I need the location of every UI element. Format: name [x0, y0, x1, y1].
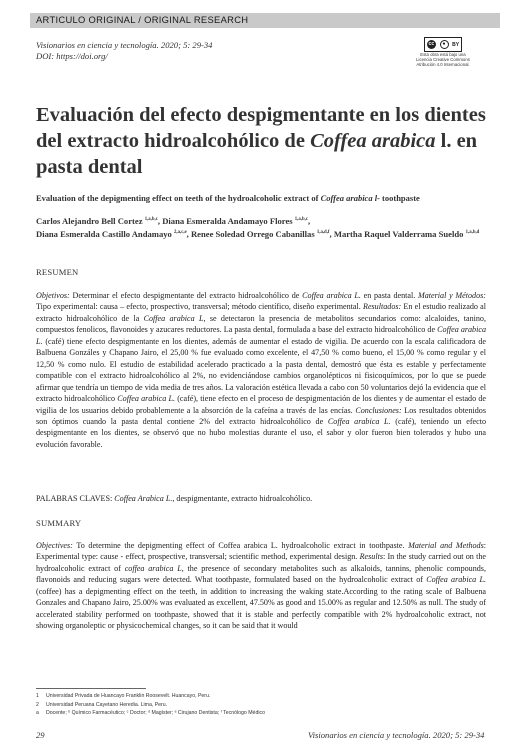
page-number: 29	[36, 730, 45, 740]
attribution-icon: ●	[440, 40, 449, 49]
author: Diana Esmeralda Castillo Andamayo $^{2,a,c,e}$,	[36, 229, 191, 240]
keywords: PALABRAS CLAVES: Coffea Arabica L., despigmentante, extracto hidroalcohólico.	[36, 494, 313, 503]
footnote: 1 Universidad Privada de Huancayo Franklin Roosevelt. Huancayo, Peru.	[36, 693, 211, 699]
author: Carlos Alejandro Bell Cortez $^{1,a,b,c}$,	[36, 215, 163, 226]
summary-heading: SUMMARY	[36, 518, 82, 528]
footnote: a Docente; ᵇ Químico Farmacéutico; ᶜ Doctor; ᵈ Magíster; ᵉ Cirujano Dentista; ᶠ Tecnólogo Médico	[36, 710, 265, 717]
doi-link[interactable]: DOI: https://doi.org/	[36, 51, 108, 61]
resumen-heading: RESUMEN	[36, 267, 79, 277]
author-list	[36, 214, 486, 241]
by-label: BY	[452, 41, 460, 48]
footnotes	[36, 692, 456, 718]
author: Diana Esmeralda Andamayo Flores $^{1,a,b,c}$,	[162, 215, 311, 226]
license-text: Esta obra está bajo una Licencia Creative Commons Atribución 4.0 Internacional.	[416, 52, 470, 68]
footnote-divider	[36, 688, 146, 689]
cc-icon: cc	[428, 41, 435, 47]
resumen-body: Objetivos: Determinar el efecto despigmentante del extracto hidroalcohólico de Coffea arabica L. en pasta dental. Material y Métodos: Tipo experimental: causa – efecto, prospectivo, transversal; método científico, diseño experimental. Resultados: En el estudio realizado al extracto hidroalcohólico de la Coffea arabica L, se detectaron la presencia de metabolitos secundarios como: alcaloides, tanino, compuestos fenolicos, flavonoides y azucares reductores. La pasta dental, formulada a base del extracto hidroalcohólico de Coffea arabica L. (café) tiene efecto despigmentante en los dientes, además de aumentar el estado de vigilia. De acuerdo con la escala calificadora de Balbuena Gonzáles y Chapano Jairo, el 25,00 % fue evaluado como excelente, el 47,50 % como bueno, el 15,00 % como regular y el 12,50 % como nulo. El estudio de estabilidad acelerado practicado a la pasta dental, demostró que ésta es estable y perfectamente compatible con el extracto hidroalcohólico al 2%, no evidenciándose cambios organolépticos ni fisicoquímicos, por lo que se puede afirmar que tendría un tiempo de vida media de tres años. La valoración estética llevada a cabo con 50 voluntarios dejó la evidencia que el extracto hidroalcohólico Coffea arabica L. (café), tiene efecto en el proceso de despigmentación de los dientes y de aumentar el estado de vigilia de los usuarios debido probablemente a la absorción de la cafeína a través de las encías. Conclusiones: Los resultados obtenidos son óptimos cuando la pasta dental contiene 2% del extracto hidroalcohólico de Coffea arabica L. (café), teniendo un efecto despigmentante en los dientes, se observó que no hubo molestias durante el uso, el sabor y olor fueron bien tolerados y hubo una evolución favorable.	[36, 291, 487, 449]
creative-commons-badge[interactable]	[424, 37, 462, 52]
footer-journal: Visionarios en ciencia y tecnología. 2020; 5: 29-34	[308, 730, 485, 740]
journal-citation: Visionarios en ciencia y tecnología. 2020; 5: 29-34	[36, 40, 213, 50]
author: Martha Raquel Valderrama Sueldo $^{1,a,b,d}$	[333, 229, 480, 240]
footnote: 2 Universidad Peruana Cayetano Heredia. Lima, Peru.	[36, 701, 168, 708]
article-type-label: ARTICULO ORIGINAL / ORIGINAL RESEARCH	[36, 14, 249, 25]
article-type-banner	[30, 13, 500, 28]
english-title: Evaluation of the depigmenting effect on teeth of the hydroalcoholic extract of Coffea arabica l- toothpaste	[36, 193, 420, 203]
summary-body: Objectives: To determine the depigmenting effect of Coffea arabica L. hydroalcoholic extract in toothpaste. Material and Methods: Experimental type: cause - effect, prospective, transversal; scientific method, experimental design. Results: In the study carried out on the hydroalcoholic extract of coffea arabica L, the presence of secondary metabolites such as alkaloids, tannins, phenolic compounds, flavonoids and reducing sugars were detected. What toothpaste, formulated based on the hydroalcoholic extract of Coffea arabica L. (coffee) has a depigmenting effect on the teeth, in addition to increasing the waking state.According to the rating scale of Balbuena Gonzales and Chapano Jairo, 25.00% was evaluated as excellent, 47.50% as good and 15.00% as regular and 12.50% as null. The study of accelerated stability performed on toothpaste, showed that it is stable and perfectly compatible with 2% hydroalcoholic extract, not showing organoleptic or physicochemical changes, so it can be said that it would	[36, 541, 486, 631]
article-title: Evaluación del efecto despigmentante en los dientes del extracto hidroalcohólico de Coffea arabica l. en pasta dental	[36, 104, 486, 178]
author: Renee Soledad Orrego Cabanillas $^{1,a,d,f}$,	[190, 229, 334, 240]
